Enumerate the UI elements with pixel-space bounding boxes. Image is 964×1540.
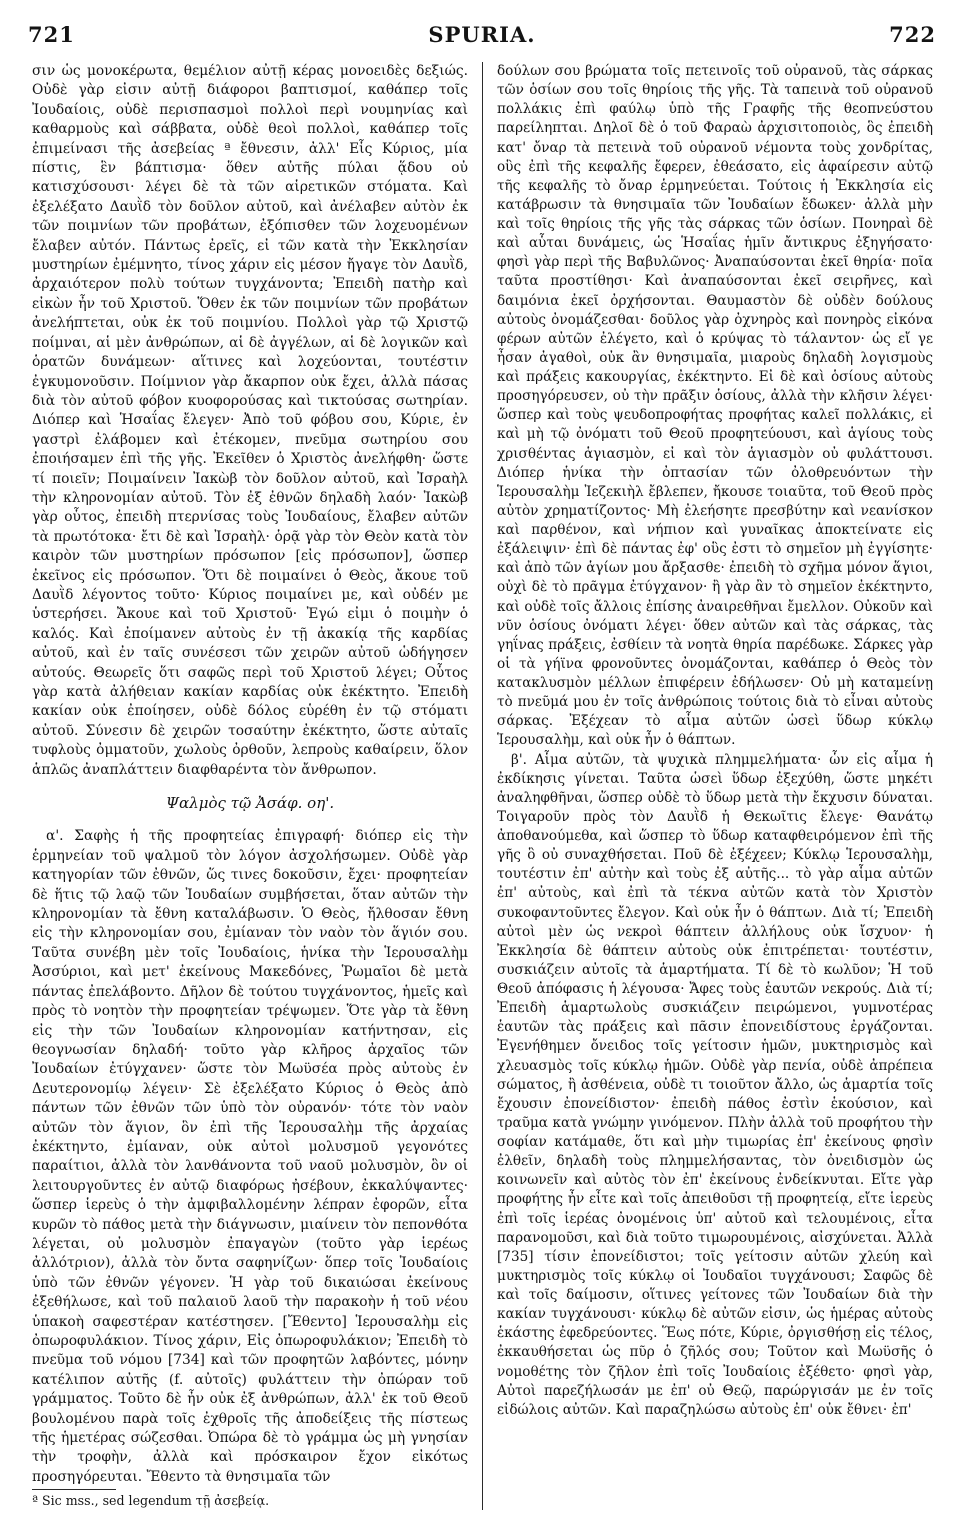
- page-number-right: 722: [889, 22, 936, 47]
- running-title: SPURIA.: [428, 22, 536, 47]
- right-paragraph-2: β'. Αἷμα αὐτῶν, τὰ ψυχικὰ πλημμελήματα· ὧν εἰς αἷμα ἡ ἐκδίκησις γίνεται. Ταῦτα ὡσεὶ ὕδωρ ἐξεχύθη, ὥστε μηκέτι ἀναληφθῆναι, ὥσπερ οὐδὲ τὸ ὕδωρ μετὰ τὴν ἔκχυσιν δύναται. Τοιγαροῦν πρὸς τὸν Δαυῒδ ἡ Θεκωῖτις ἔλεγε· Θανάτῳ ἀποθανούμεθα, καὶ ὥσπερ τὸ ὕδωρ καταφθειρόμενον ἐπὶ τῆς γῆς ὃ οὐ συναχθήσεται. Ποῦ δὲ ἐξέχεεν; Κύκλῳ Ἱερουσαλὴμ, τουτέστιν ἐπ' αὐτὴν καὶ τοὺς ἐξ αὐτῆς... τὸ γὰρ αἷμα αὐτῶν ἐπ' αὐτοὺς, καὶ ἐπὶ τὰ τέκνα αὐτῶν κατὰ τὸν Χριστὸν συκοφαντοῦντες ἔλεγον. Καὶ οὐκ ἦν ὁ θάπτων. Διὰ τί; Ἐπειδὴ αὐτοὶ μὲν ὡς νεκροὶ θάπτειν ἀλλήλους οὐκ ἴσχυον· ἡ Ἐκκλησία δὲ θάπτειν αὐτοὺς οὐκ ἐπιτρέπεται· τουτέστιν, συσκιάζειν αὐτοῖς τὰ ἁμαρτήματα. Τί δὲ τὸ κωλῦον; Ἡ τοῦ Θεοῦ ἀπόφασις ἡ λέγουσα· Ἄφες τοὺς ἑαυτῶν νεκρούς. Διὰ τί; Ἐπειδὴ ἁμαρτωλοὺς συσκιάζειν πειρώμενοι, γυμνοτέρας ἑαυτῶν τὰς πράξεις καὶ πᾶσιν ἐπονειδίστους ἐργάζονται. Ἐγενήθημεν ὄνειδος τοῖς γείτοσιν ἡμῶν, μυκτηρισμὸς καὶ χλευασμὸς τοῖς κύκλῳ ἡμῶν. Οὐδὲ γὰρ πενία, οὐδὲ ἀπρέπεια σώματος, ἢ ἀσθένεια, οὐδὲ τι τοιοῦτον ἄλλο, ὡς ἁμαρτία τοῖς ἔχουσιν ἐπονείδιστον· ἐπειδὴ πάθος ἐστὶν ἑκούσιον, καὶ τραῦμα κατὰ γνώμην γινόμενον. Πλὴν ἀλλὰ τοῦ προφήτου τὴν σοφίαν κατάμαθε, ὅτι καὶ μὴν τιμωρίας ἐπ' ἐκείνους φησὶν ἐλθεῖν, δηλαδὴ τοὺς πλημμελήσαντας, τὸν ὀνειδισμὸν ὡς κοινωνεῖν καὶ αὐτὸς τὸν ἐπ' ἐκείνους ἐνδείκνυται. Εἴτε γὰρ προφήτης ἦν εἶτε καὶ τοῖς ἀπειθοῦσι τῇ προφητείᾳ, εἴτε ἱερεὺς ἐπὶ τοῖς ἱερέας ὀνομένοις ὑπ' αὐτοῦ καὶ τελουμένοις, εἶτα παρανομοῦσι, καὶ διὰ τοῦτο τιμωρουμένοις, αἰσχύνεται. Ἀλλὰ [735] τίσιν ἐπονείδιστοι; τοῖς γείτοσιν αὐτῶν χλεύη καὶ μυκτηρισμὸς τοῖς κύκλῳ οἱ Ἰουδαῖοι τυγχάνουσι; Σαφῶς δὲ καὶ τοῖς δαίμοσιν, οἵτινες γείτονες τῶν Ἰουδαίων διὰ τὴν κακίαν τυγχάνουσι· κύκλῳ δὲ αὐτῶν εἰσιν, ὡς ἡμέρας αὐτοὺς ἑκάστης ἐφεδρεύοντες. Ἕως πότε, Κύριε, ὀργισθήσῃ εἰς τέλος, ἐκκαυθήσεται ὡς πῦρ ὁ ζῆλός σου; Τοῦτον καὶ Μωϋσῆς ὁ νομοθέτης τὸν ζῆλον ἐπὶ τοῖς Ἰουδαίοις ἐξέθετο· φησὶ γὰρ, Αὐτοὶ παρεζήλωσάν με ἐπ' οὐ Θεῷ, παρώργισάν με ἐν τοῖς εἰδώλοις αὐτῶν. Καὶ παραζηλώσω αὐτοὺς ἐπ' οὐκ ἔθνει· ἐπ': [497, 751, 933, 1418]
- left-column: [32, 62, 468, 1509]
- page-number-left: 721: [28, 22, 75, 47]
- right-paragraph-1: δούλων σου βρώματα τοῖς πετεινοῖς τοῦ οὐρανοῦ, τὰς σάρκας τῶν ὁσίων σου τοῖς θηρίοις τῆς γῆς. Τὰ ταπεινὰ τοῦ οὐρανοῦ πολλάκις ἐπὶ φαύλῳ ὑπὸ τῆς Γραφῆς τῆς θεοπνεύστου παρείληπται. Δηλοῖ δὲ ὁ τοῦ Φαραὼ ἀρχισιτοποιὸς, ὃς ἐπειδὴ κατ' ὄναρ τὰ πετεινὰ τοῦ οὐρανοῦ νέμοντα τοὺς χονδρίτας, οὓς ἐπὶ τῆς κεφαλῆς ἔφερεν, ἐθεάσατο, εἰς ἀφαίρεσιν αὐτῷ τῆς κεφαλῆς τὸ ὄναρ ἑρμηνεύεται. Τούτοις ἡ Ἐκκλησία εἰς κατάβρωσιν τὰ θνησιμαῖα τῶν Ἰουδαίων ἔδωκεν· ἀλλὰ μὴν καὶ τοῖς θηρίοις τῆς γῆς τὰς σάρκας τῶν ὁσίων. Πονηραὶ δὲ καὶ αὗται δυνάμεις, ὡς Ἡσαΐας ἡμῖν ἄντικρυς ἐξηγήσατο· φησὶ γὰρ περὶ τῆς Βαβυλῶνος· Ἀναπαύσονται ἐκεῖ θηρία· ποῖα ταῦτα προστίθησι· Καὶ ἀναπαύσονται ἐκεῖ σειρῆνες, καὶ δαιμόνια ἐκεῖ ὀρχήσονται. Θαυμαστὸν δὲ οὐδὲν δούλους αὐτοὺς ὀνομάζεσθαι· δοῦλος γὰρ ὀχνηρὸς καὶ πονηρὸς εἰκόνα φέρων αὐτῶν ἐλέγετο, καὶ ὁ κρύψας τὸ τάλαντον· ὡς εἴ γε ἦσαν ἀγαθοὶ, οὐκ ἂν θνησιμαῖα, μιαροὺς δηλαδὴ λογισμοὺς καὶ πράξεις κακουργίας, ἐκέκτηντο. Εἰ δὲ καὶ ὁσίους αὐτοὺς προσηγόρευσεν, οὐ τὴν πρᾶξιν ὁσίους, ἀλλὰ τὴν κλῆσιν λέγει· ὥσπερ καὶ τοὺς ψευδοπροφήτας προφήτας καλεῖ πολλάκις, εἰ καὶ μὴ τῷ ὀνόματι τοῦ Θεοῦ προφητεύουσι, καὶ ἁγίους τοὺς χρισθέντας ἁγιασμὸν, εἰ καὶ τὸν ἁγιασμὸν οὐ φυλάττουσι. Διόπερ ἡνίκα τὴν ὀπτασίαν τῶν ὀλοθρευόντων τὴν Ἱερουσαλὴμ Ἰεζεκιὴλ ἔβλεπεν, ἤκουσε τοιαῦτα, τοῦ Θεοῦ πρὸς αὐτὸν χρηματίζοντος· Μὴ ἐλεήσητε πρεσβύτην καὶ νεανίσκον καὶ παρθένον, καὶ νήπιον καὶ γυναῖκας ἀποκτείνατε εἰς ἐξάλειψιν· ἐπὶ δὲ πάντας ἐφ' οὓς ἐστι τὸ σημεῖον μὴ ἐγγίσητε· καὶ ἀπὸ τῶν ἁγίων μου ἄρξασθε· ἐπειδὴ τὸ σχῆμα μόνον ἅγιοι, οὐχὶ δὲ τὸ πρᾶγμα ἐτύγχανον· ἢ γὰρ ἂν τὸ σημεῖον ἐκέκτηντο, καὶ οὐδὲ τοῖς ἄλλοις ἐπίσης ἀναιρεθῆναι ἔμελλον. Οὐκοῦν καὶ νῦν ὁσίους ὀνόματι λέγει· ὅθεν αὐτῶν καὶ τὰς σάρκας, τὰς γηΐνας πράξεις, ἐσθίειν τὰ νοητὰ θηρία παρέδωκε. Σάρκες γὰρ οἱ τὰ γήϊνα φρονοῦντες ὀνομάζονται, καθάπερ ὁ Θεὸς τὸν κατακλυσμὸν μέλλων ἐπιφέρειν ἐδήλωσεν· Οὐ μὴ καταμείνῃ τὸ πνεῦμά μου ἐν τοῖς ἀνθρώποις τούτοις διὰ τὸ εἶναι αὐτοὺς σάρκας. Ἐξέχεαν τὸ αἷμα αὐτῶν ὡσεὶ ὕδωρ κύκλῳ Ἱερουσαλὴμ, καὶ οὐκ ἦν ὁ θάπτων.: [497, 63, 933, 749]
- right-column: [497, 62, 933, 1420]
- column-divider: [482, 62, 483, 1510]
- left-paragraph-1: σιν ὡς μονοκέρωτα, θεμέλιον αὐτῇ κέρας μονοειδὲς δεξιώς. Οὐδὲ γὰρ εἰσιν αὐτῇ διάφοροι βαπτισμοί, καθάπερ τοῖς Ἰουδαίοις, οὐδὲ περισπασμοὶ πολλοὶ περὶ νουμηνίας καὶ καθαρμοὺς καὶ σάββατα, οὐδὲ θεοὶ πολλοὶ, καθάπερ τοῖς ἐπιμείνασι τῆς ἀσεβείας ª ἔθνεσιν, ἀλλ' Εἷς Κύριος, μία πίστις, ἓν βάπτισμα· ὅθεν αὐτῆς πύλαι ᾅδου οὐ κατισχύσουσι· λέγει δὲ τὰ τῶν αἱρετικῶν στόματα. Καὶ ἐξελέξατο Δαυῒδ τὸν δοῦλον αὐτοῦ, καὶ ἀνέλαβεν αὐτὸν ἐκ τῶν ποιμνίων τῶν προβάτων, ἐξόπισθεν τῶν λοχευομένων ἔλαβεν αὐτόν. Πάντως ἐρεῖς, εἰ τῶν κατὰ τὴν Ἐκκλησίαν μυστηρίων ἐμέμνητο, τίνος χάριν εἰς μέσον ἤγαγε τὸν Δαυῒδ, ἀρχαιότερον πολὺ τούτων τυγχάνοντα; Ἐπειδὴ πατὴρ καὶ εἰκὼν ἦν τοῦ Χριστοῦ. Ὅθεν ἐκ τῶν ποιμνίων τῶν προβάτων ἀνελήπτεται, οὐκ ἐκ τοῦ ποιμνίου. Πολλοὶ γὰρ τῷ Χριστῷ ποίμναι, αἱ μὲν ἀνθρώπων, αἱ δὲ ἀγγέλων, αἱ δὲ λογικῶν καὶ ὁρατῶν δυνάμεων· αἵτινες καὶ λοχεύονται, τουτέστιν ἐγκυμονοῦσιν. Ποίμνιον γὰρ ἄκαρπον οὐκ ἔχει, ἀλλὰ πάσας διὰ τὸν αὐτοῦ φόβον κυοφορούσας καὶ τικτούσας σωτηρίαν. Διόπερ καὶ Ἡσαΐας ἔλεγεν· Ἀπὸ τοῦ φόβου σου, Κύριε, ἐν γαστρὶ ἐλάβομεν καὶ ἐτέκομεν, πνεῦμα σωτηρίου σου ἐποιήσαμεν ἐπὶ τῆς γῆς. Ἐκεῖθεν ὁ Χριστὸς ἀνελήφθη· ὥστε τί ποιεῖν; Ποιμαίνειν Ἰακὼβ τὸν δοῦλον αὐτοῦ, καὶ Ἰσραὴλ τὴν κληρονομίαν αὐτοῦ. Τὸν ἐξ ἐθνῶν δηλαδὴ λαόν· Ἰακὼβ γὰρ οὗτος, ἐπειδὴ πτερνίσας τοὺς Ἰουδαίους, ἔλαβεν αὐτῶν τὰ πρωτότοκα· ἔτι δὲ καὶ Ἰσραὴλ· ὁρᾷ γὰρ τὸν Θεὸν κατὰ τὸν καιρὸν τῶν μυστηρίων πρόσωπον [εἰς πρόσωπον], ὥσπερ ἐκεῖνος εἰς πρόσωπον. Ὅτι δὲ ποιμαίνει ὁ Θεὸς, ἄκουε τοῦ Δαυῒδ λέγοντος τοῦτο· Κύριος ποιμαίνει με, καὶ οὐδέν με ὑστερήσει. Ἄκουε καὶ τοῦ Χριστοῦ· Ἐγώ εἰμι ὁ ποιμὴν ὁ καλός. Καὶ ἐποίμανεν αὐτοὺς ἐν τῇ ἀκακίᾳ τῆς καρδίας αὐτοῦ, καὶ ἐν ταῖς συνέσεσι τῶν χειρῶν αὐτοῦ ὡδήγησεν αὐτούς. Θεωρεῖς ὅτι σαφῶς περὶ τοῦ Χριστοῦ λέγει; Οὗτος γὰρ κατὰ ἀλήθειαν κακίαν καρδίας οὐκ ἐκέκτητο. Ἐπειδὴ κακίαν οὐκ ἐποίησεν, οὐδὲ δόλος εὑρέθη ἐν τῷ στόματι αὐτοῦ. Σύνεσιν δὲ χειρῶν τοσαύτην ἐκέκτητο, ὥστε αὐταῖς τυφλοὺς ὀμματοῦν, χωλοὺς ὀρθοῦν, λεπροὺς καθαίρειν, ὅλον ἁπλῶς ἀναπλάττειν διαφθαρέντα τὸν ἄνθρωπον.: [32, 63, 468, 778]
- left-paragraph-2: α'. Σαφὴς ἡ τῆς προφητείας ἐπιγραφή· διόπερ εἰς τὴν ἑρμηνείαν τοῦ ψαλμοῦ τὸν λόγον ἀσχολήσωμεν. Οὐδὲ γὰρ κατηγορίαν τῶν ἐθνῶν, ὥς τινες δοκοῦσιν, ἔχει· προφητείαν δὲ ἥτις τῷ λαῷ τῶν Ἰουδαίων συμβήσεται, ὅταν αὐτῶν τὴν κληρονομίαν τὰ ἔθνη καταλάβωσιν. Ὁ Θεὸς, ἤλθοσαν ἔθνη εἰς τὴν κληρονομίαν σου, ἐμίαναν τὸν ναὸν τὸν ἅγιόν σου. Ταῦτα συνέβη μὲν τοῖς Ἰουδαίοις, ἡνίκα τὴν Ἱερουσαλὴμ Ἀσσύριοι, καὶ μετ' ἐκείνους Μακεδόνες, Ῥωμαῖοι δὲ μετὰ πάντας ἐπελάβοντο. Δῆλον δὲ τούτου τυγχάνοντος, ἡμεῖς καὶ πρὸς τὸ νοητὸν τὴν προφητείαν τρέψωμεν. Ὅτε γὰρ τὰ ἔθνη εἰς τὴν τῶν Ἰουδαίων κληρονομίαν κατήντησαν, εἰς θεογνωσίαν δηλαδή· τοῦτο γὰρ κλῆρος ἀρχαῖος τῶν Ἰουδαίων ἐτύγχανεν· ὥστε τὸν Μωϋσέα πρὸς αὐτοὺς ἐν Δευτερονομίῳ λέγειν· Σὲ ἐξελέξατο Κύριος ὁ Θεὸς ἀπὸ πάντων τῶν ἐθνῶν τῶν ὑπὸ τὸν οὐρανόν· τότε τὸν ναὸν αὐτῶν τὸν ἅγιον, ὃν ἐπὶ τῆς Ἱερουσαλὴμ τῆς ἀρχαίας ἐκέκτηντο, ἐμίαναν, οὐκ αὐτοὶ μολυσμοῦ γεγονότες παραίτιοι, ἀλλὰ τὸν λανθάνοντα τοῦ ναοῦ μολυσμὸν, ὃν οἱ λειτουργοῦντες ἐν αὐτῷ διαφόρως ἠσέβουν, ἐκκαλύψαντες· ὥσπερ ἱερεὺς ὁ τὴν ἀμφιβαλλομένην λέπραν ἐφορῶν, εἶτα κυρῶν τὸ πάθος μετὰ τὴν διάγνωσιν, μιαίνειν τὸν πεπονθότα λέγεται, οὐ μολυσμὸν ἐπαγαγὼν (τοῦτο γὰρ ἱερέως ἀλλότριον), ἀλλὰ τὸν ὄντα σαφηνίζων· ὅπερ τοῖς Ἰουδαίοις ὑπὸ τῶν ἐθνῶν γέγονεν. Ἡ γὰρ τοῦ δικαιώσαι ἐκείνους ἐξεθήλωσε, καὶ τοῦ παλαιοῦ λαοῦ τὴν παρακοὴν ἡ τοῦ νέου ὑπακοὴ σαφεστέραν κατέστησεν. [Ἔθεντο] Ἱερουσαλὴμ εἰς ὀπωροφυλάκιον. Τίνος χάριν, Εἰς ὀπωροφυλάκιον; Ἐπειδὴ τὸ πνεῦμα τοῦ νόμου [734] καὶ τῶν προφητῶν λαβόντες, μόνην κατέλιπον αὐτῆς (f. αὐτοῖς) φυλάττειν τὴν ὀπώραν τοῦ γράμματος. Τοῦτο δὲ ἦν οὐκ ἐξ ἀνθρώπων, ἀλλ' ἐκ τοῦ Θεοῦ βουλομένου παρὰ τοῖς ἐχθροῖς τῆς ἀποδείξεις τῆς πίστεως τῆς ἡμετέρας σώζεσθαι. Ὀπώρα δὲ τὸ γράμμα ὡς μὴ γνησίαν τὴν τροφὴν, ἀλλὰ καὶ πρόσκαιρον ἔχον εἰκότως προσηγόρευται. Ἔθεντο τὰ θνησιμαῖα τῶν: [32, 828, 468, 1485]
- footnote: ª Sic mss., sed legendum τῇ ἀσεβείᾳ.: [32, 1493, 270, 1509]
- page-header: [28, 22, 936, 50]
- footnote-rule: [32, 1489, 116, 1490]
- psalm-heading: Ψαλμὸς τῷ Ἀσάφ. οη'.: [165, 794, 335, 813]
